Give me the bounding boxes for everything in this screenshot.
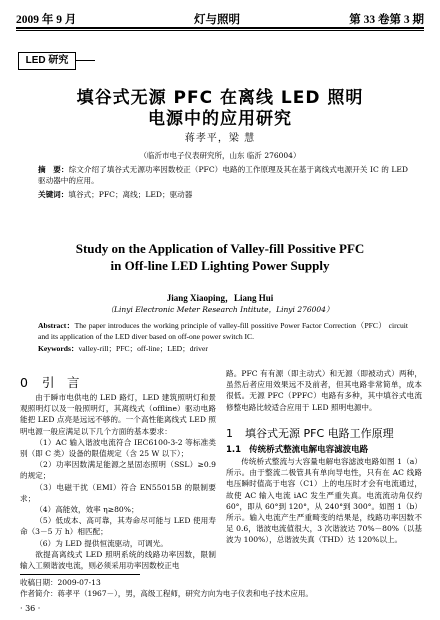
section-1-number: 1 [226,427,233,440]
section-1-1-title: 传统桥式整流电解电容滤波电路 [249,445,369,455]
section-1-title: 填谷式无源 PFC 电路工作原理 [245,427,394,440]
header-journal: 灯与照明 [194,14,240,26]
title-cn-line1: 填谷式无源 PFC 在离线 LED 照明 [76,88,364,108]
section-1-heading [226,425,394,441]
abstract-en [38,320,408,342]
affiliation-cn: （临沂市电子仪表研究所，山东 临沂 276004） [139,151,301,160]
column-tag: LED 研究 [18,52,76,70]
list-item: （4）高能效，效率 η≥80%； [35,505,139,515]
section-0-title: 引 言 [41,375,80,390]
title-cn-line2: 电源中的应用研究 [148,109,292,129]
right-column-bottom [226,456,422,546]
footnote-received: 收稿日期：2009-07-13 [20,578,101,587]
abstract-cn [38,164,408,186]
abstract-en-label: Abstract： [38,321,75,330]
affiliation-en: （Linyi Electronic Meter Research Intitute，Linyi 276004） [106,305,334,314]
footnote-author: 作者简介：蒋孝平（1967－），男，高级工程师，研究方向为电子仪表和电子技术应用。 [20,589,313,598]
footnote-rule [20,574,140,575]
paragraph: 欲提高离线式 LED 照明系统的线路功率因数，限制输入工频谐波电流，则必须采用功率因数校正电 [20,549,216,571]
right-column-top [226,368,422,413]
paragraph: 传统桥式整流与大容量电解电容滤波电路如图 1（a）所示。由于整流二极管具有单向导电性，只有在 AC 线路电压瞬时值高于电容（C1）上的电压时才会有电流通过，故使 AC 输入电流 iAC 发生严重失真。电流流动角仅约 60°，即从 60°到 120°，从 240°到 300°。如图 1（b）所示。输入电流产生严重畸变的结果是，线路功率因数不足 0.6，谐波电流值很大，3 次谐波达 70%－80%（以基波为 100%），总谐波失真（THD）达 120%以上。 [226,457,422,545]
abstract-cn-label: 摘 要： [38,165,69,174]
running-header [16,6,424,26]
section-0-heading [20,373,79,391]
list-item: （6）为 LED 提供恒流驱动，可调光。 [35,538,168,548]
list-item: （5）低成本、高可靠，其寿命尽可能与 LED 使用寿命（3－5 万 h）相匹配； [20,516,216,537]
header-rule [16,27,424,29]
header-rule-thin [16,30,424,31]
paragraph: 路。PFC 有有源（即主动式）和无源（即被动式）两种，虽然后者应用效果远不及前者，但其电路非常简单，成本很低。无源 PFC（PPFC）电路有多种，其中填谷式电流修整电路比较适合应用于 LED 照明电源中。 [226,369,422,412]
tag-line [75,60,95,61]
section-1-1-heading [226,443,368,455]
keywords-en-text: valley-rill；PFC；off-line；LED；driver [78,344,208,353]
page-number: · 36 · [20,604,41,613]
paragraph: 由于瞬市电供电的 LED 路灯，LED 建筑照明灯和景观照明灯以及一般照明灯，其离线式（offline）驱动电路能把 LED 点亮是远远不够的。一个高性能离线式 LED 照明电源一般应满足以下几个方面的基本要求： [20,393,216,436]
abstract-cn-text: 综文介绍了填谷式无源功率因数校正（PFC）电路的工作原理及其在基于离线式电源开关 IC 的 LED 驱动器中的应用。 [38,165,408,186]
abstract-en-text: The paper introduces the working principle of valley-fill possitive Power Factor Correction（PFC） circuit and its application of the LED diver based on off-one power switch IC. [38,321,408,342]
keywords-cn-label: 关键词： [38,190,69,199]
left-column-body [20,392,216,571]
keywords-en-label: Keywords： [38,344,79,353]
list-item: （2）功率因数满足能源之星固态照明（SSL）≥0.9 的规定； [20,460,216,481]
header-date: 2009 年 9 月 [16,14,77,26]
keywords-cn-text: 填谷式；PFC；离线；LED；驱动器 [68,190,193,199]
section-0-number: 0 [20,375,28,390]
keywords-en [38,343,408,354]
list-item: （3）电磁干扰（EMI）符合 EN55015B 的限制要求； [20,482,216,503]
authors-en: Jiang Xiaoping，Liang Hui [166,293,274,303]
header-volume: 第 33 卷第 3 期 [349,14,424,26]
keywords-cn [38,189,408,200]
authors-cn: 蒋孝平，梁 慧 [184,133,256,144]
title-en-line2: in Off-line LED Lighting Power Supply [110,258,330,273]
title-en-line1: Study on the Application of Valley-fill Possitive PFC [75,241,365,256]
list-item: （1）AC 输入谐波电流符合 IEC6100-3-2 等标准类别（即 C 类）设备的限值规定（含 25 W 以下）； [20,437,216,459]
section-1-1-number: 1.1 [226,445,242,455]
